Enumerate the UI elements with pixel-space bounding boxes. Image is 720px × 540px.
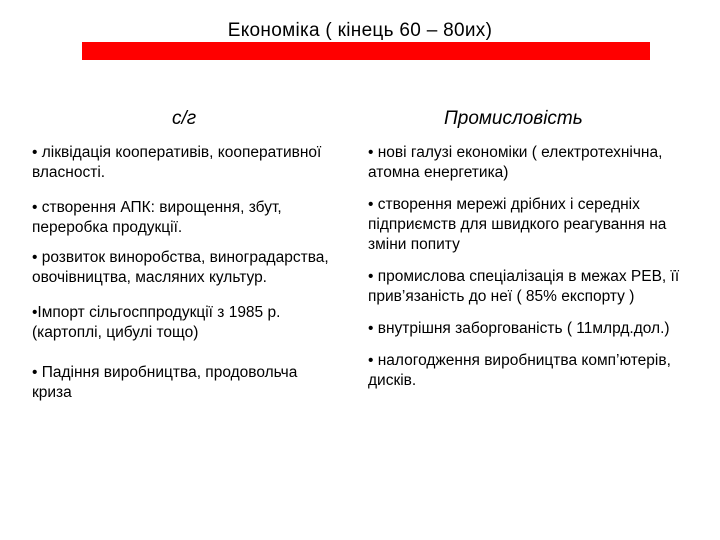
slide-title: Економіка ( кінець 60 – 80их): [227, 20, 493, 41]
agriculture-item: • Падіння виробництва, продовольча криза: [32, 364, 298, 401]
agriculture-item: • ліквідація кооперативів, кооперативної власності.: [32, 144, 322, 181]
industry-item: • створення мережі дрібних і середніх підприємств для швидкого реагування на зміни попиту: [368, 196, 667, 253]
agriculture-item: • створення АПК: вирощення, збут, переробка продукції.: [32, 199, 282, 236]
column-heading-agriculture: с/г: [172, 108, 197, 129]
industry-item: • нові галузі економіки ( електротехнічна, атомна енергетика): [368, 144, 663, 181]
agriculture-item: • розвиток виноробства, виноградарства, овочівництва, масляних культур.: [32, 249, 329, 286]
agriculture-column: [32, 143, 332, 418]
industry-item: • промислова спеціалізація в межах РЕВ, її прив’язаність до неї ( 85% експорту ): [368, 268, 680, 305]
industry-item: • внутрішня заборгованість ( 11млрд.дол.): [368, 320, 670, 337]
industry-column: [368, 143, 703, 403]
title-accent-bar: [82, 42, 650, 60]
industry-item: • налогодження виробництва комп’ютерів, дисків.: [368, 352, 671, 389]
column-heading-industry: Промисловість: [444, 108, 583, 129]
agriculture-item: •Імпорт сільгосппродукції з 1985 р. (картоплі, цибулі тощо): [32, 304, 281, 341]
